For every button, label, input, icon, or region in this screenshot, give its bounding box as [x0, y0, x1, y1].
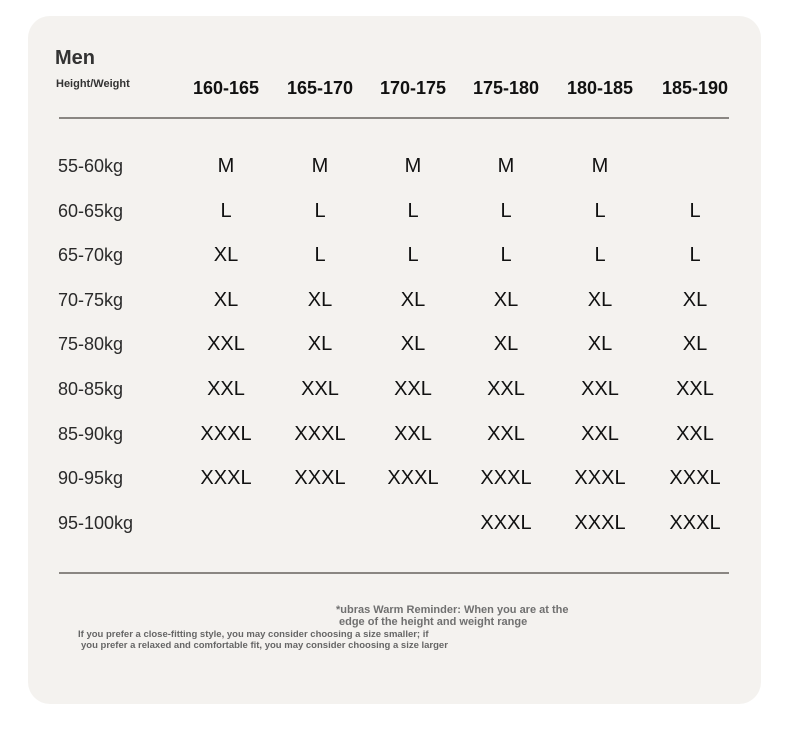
- size-chart-card: [28, 16, 761, 704]
- reminder-line-2: edge of the height and weight range: [339, 616, 528, 628]
- size-cell: L: [407, 199, 419, 222]
- size-cell: XXXL: [574, 511, 626, 534]
- size-cell: M: [404, 155, 422, 177]
- row-label: 60-65kg: [58, 200, 124, 221]
- size-cell: XXXL: [669, 467, 721, 490]
- column-header: 160-165: [192, 78, 260, 98]
- size-cell: XXXL: [294, 467, 346, 490]
- size-cell: XL: [587, 333, 613, 356]
- size-cell: XXXL: [294, 422, 346, 445]
- row-label: 65-70kg: [58, 245, 124, 266]
- size-cell: L: [689, 199, 701, 222]
- chart-title: Men: [55, 47, 95, 69]
- warm-reminder: [336, 604, 616, 628]
- size-cell: M: [311, 155, 329, 177]
- fit-tip: [78, 629, 538, 651]
- size-cell: L: [500, 199, 512, 222]
- size-cell: XXXL: [200, 467, 252, 490]
- row-label: 70-75kg: [58, 289, 124, 310]
- size-cell: L: [314, 199, 326, 222]
- column-header: 175-180: [472, 78, 540, 98]
- size-cell: L: [314, 244, 326, 267]
- row-label: 90-95kg: [58, 468, 124, 489]
- size-cell: XL: [400, 333, 426, 356]
- size-cell: L: [407, 244, 419, 267]
- bottom-divider: [59, 572, 729, 574]
- size-cell: XXXL: [480, 467, 532, 490]
- size-cell: XL: [400, 288, 426, 311]
- size-cell: XXL: [676, 422, 714, 445]
- reminder-line-1: *ubras Warm Reminder: When you are at the: [336, 604, 569, 616]
- size-cell: L: [220, 199, 232, 222]
- tip-line-1: If you prefer a close-fitting style, you may consider choosing a size smaller; if: [78, 629, 429, 640]
- size-cell: L: [689, 244, 701, 267]
- size-cell: XXL: [394, 422, 432, 445]
- column-header: 185-190: [661, 78, 729, 98]
- size-cell: L: [594, 244, 606, 267]
- size-cell: XXL: [301, 378, 339, 400]
- tip-line-2: you prefer a relaxed and comfortable fit, you may consider choosing a size larger: [81, 640, 448, 651]
- size-cell: L: [500, 244, 512, 267]
- size-cell: XL: [307, 288, 333, 311]
- size-cell: XXL: [581, 378, 619, 400]
- size-cell: XXL: [207, 333, 245, 356]
- size-cell: XL: [682, 288, 708, 311]
- size-cell: XL: [307, 333, 333, 356]
- column-header: 180-185: [566, 78, 634, 98]
- column-header: 165-170: [286, 78, 354, 98]
- size-cell: XXXL: [669, 511, 721, 534]
- row-label: 55-60kg: [58, 156, 124, 176]
- size-cell: XXL: [487, 378, 525, 400]
- size-cell: XXXL: [574, 467, 626, 490]
- size-cell: XXL: [207, 378, 245, 400]
- size-cell: XL: [213, 244, 239, 267]
- size-cell: XXXL: [480, 511, 532, 534]
- size-cell: XXL: [676, 378, 714, 400]
- column-header: 170-175: [379, 78, 447, 98]
- row-label: 85-90kg: [58, 423, 124, 444]
- size-cell: XL: [682, 333, 708, 356]
- size-cell: XL: [493, 288, 519, 311]
- size-cell: XXL: [581, 422, 619, 445]
- row-label: 75-80kg: [58, 334, 124, 355]
- size-cell: L: [594, 199, 606, 222]
- size-cell: XL: [493, 333, 519, 356]
- size-cell: M: [591, 155, 609, 177]
- size-cell: XXXL: [387, 467, 439, 490]
- height-weight-label: Height/Weight: [56, 78, 130, 90]
- size-cell: XXL: [394, 378, 432, 400]
- size-cell: XL: [587, 288, 613, 311]
- size-cell: M: [497, 155, 515, 177]
- top-divider: [59, 117, 729, 119]
- row-label: 80-85kg: [58, 379, 124, 399]
- size-cell: XXL: [487, 422, 525, 445]
- size-cell: XL: [213, 288, 239, 311]
- size-cell: XXXL: [200, 422, 252, 445]
- size-cell: M: [217, 155, 235, 177]
- row-label: 95-100kg: [58, 512, 134, 533]
